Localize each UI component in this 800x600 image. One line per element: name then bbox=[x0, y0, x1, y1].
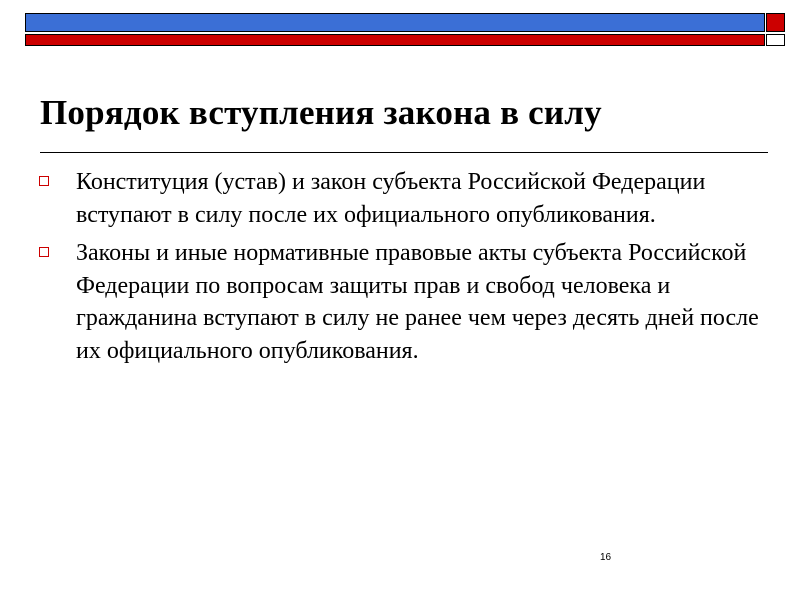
title-divider bbox=[40, 152, 768, 153]
bullet-item bbox=[36, 166, 771, 231]
page-number: 16 bbox=[600, 552, 612, 563]
bullet-text: Конституция (устав) и закон субъекта Российской Федерации вступают в силу после их официального опубликования. bbox=[76, 169, 706, 228]
hollow-square-bullet-icon bbox=[39, 176, 49, 186]
bullet-text: Законы и иные нормативные правовые акты субъекта Российской Федерации по вопросам защиты прав и свобод человека и гражданина вступают в силу не ранее чем через десять дней после их официального опубликования. bbox=[76, 240, 759, 364]
header-white-square bbox=[766, 34, 785, 46]
hollow-square-bullet-icon bbox=[39, 247, 49, 257]
header-blue-bar bbox=[25, 13, 765, 32]
header-red-square bbox=[766, 13, 785, 32]
slide-title: Порядок вступления закона в силу bbox=[40, 93, 602, 132]
bullet-list bbox=[36, 166, 771, 373]
bullet-item bbox=[36, 237, 771, 367]
header-red-bar bbox=[25, 34, 765, 46]
